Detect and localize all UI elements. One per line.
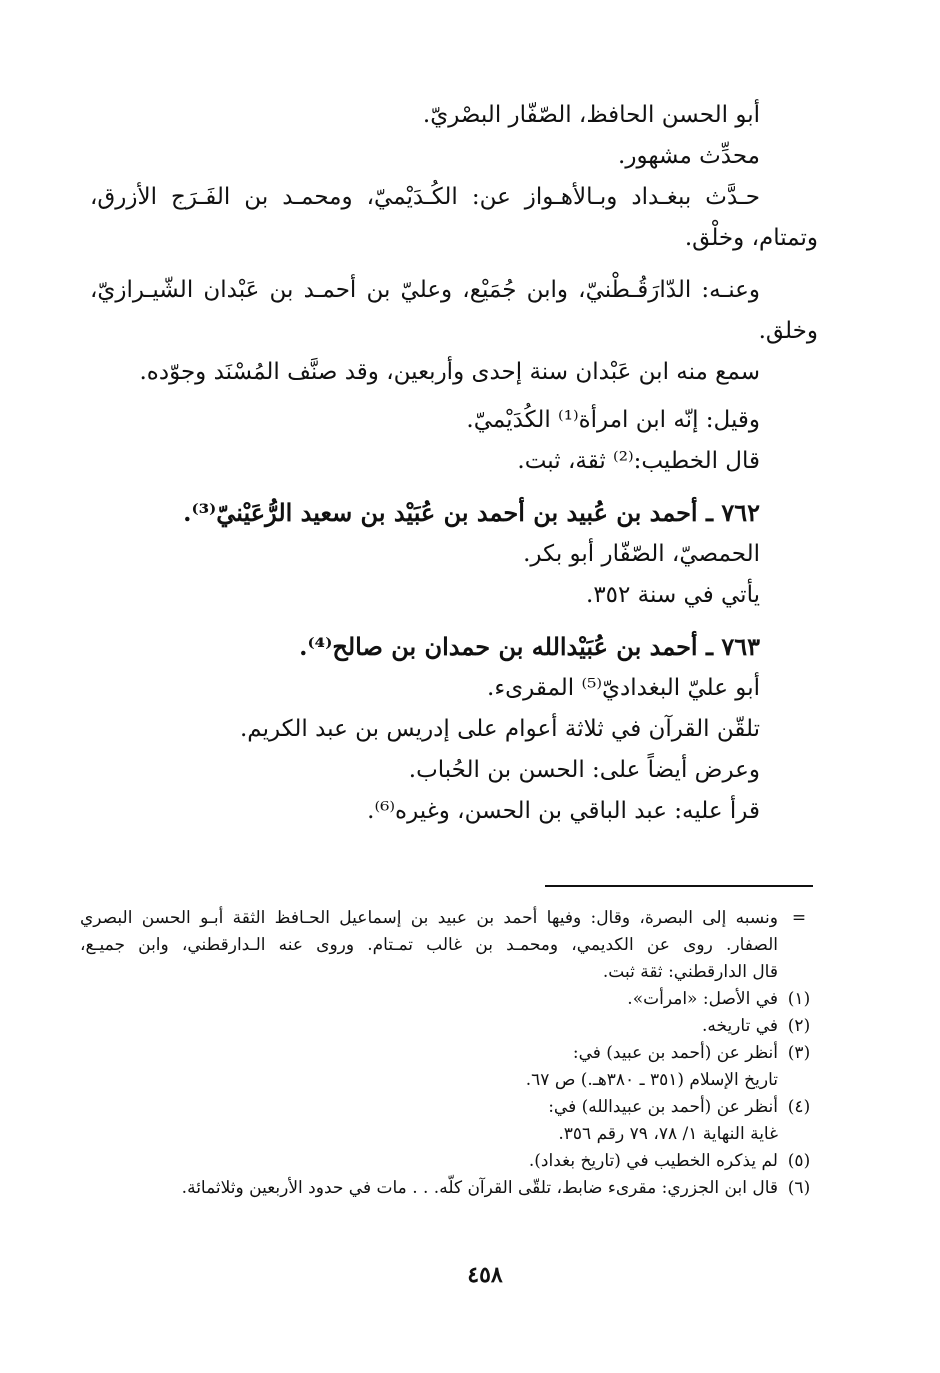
footnote-3	[80, 1040, 820, 1094]
text-line: وخلق.	[758, 318, 818, 344]
footnote-line: أنظر عن (أحمد بن عبيد) في:	[572, 1043, 778, 1063]
footnote-marker: =	[791, 908, 807, 928]
text-line: قال الخطيب:⁽²⁾ ثقة، ثبت.	[517, 448, 760, 474]
text-line: تلقّن القرآن في ثلاثة أعوام على إدريس بن عبد الكريم.	[239, 716, 760, 742]
footnotes	[80, 905, 820, 1202]
footnote-separator	[545, 885, 813, 887]
footnote-line: الصفار. روى عن الكديمي، ومحمـد بن غالب تمـتام. وروى عنه الـدارقطني، وابن جميـع،	[80, 935, 778, 955]
footnote-line: قال ابن الجزري: مقرىء ضابط، تلقّى القرآن كلّه. . . مات في حدود الأربعين وثلاثمائة.	[181, 1178, 778, 1198]
page-number	[0, 1262, 940, 1288]
text-line: أبو الحسن الحافظ، الصّفّار البصْريّ.	[422, 102, 760, 128]
text-line: سمع منه ابن عَبْدان سنة إحدى وأربعين، وقد صنَّف المُسْنَد وجوّده.	[139, 359, 760, 385]
text-line: حـدَّث ببغـداد وبـالأهـواز عن: الكُـدَيْميّ، ومحمـد بن الفَـرَج الأزرق،	[90, 184, 760, 210]
footnote-number: (٥)	[787, 1151, 811, 1171]
footnote-line: غاية النهاية ١/ ٧٨، ٧٩ رقم ٣٥٦.	[558, 1124, 778, 1144]
footnote-line: في الأصل: «امرأت».	[627, 989, 778, 1009]
footnote-number: (٦)	[787, 1178, 811, 1198]
footnote-number: (٤)	[787, 1097, 811, 1117]
footnote-line: قال الدارقطني: ثقة ثبت.	[602, 962, 778, 982]
main-text	[90, 100, 818, 826]
page-number-text: ٤٥٨	[467, 1262, 503, 1288]
footnote-number: (٢)	[787, 1016, 811, 1036]
text-line: قرأ عليه: عبد الباقي بن الحسن، وغيره⁽⁶⁾.	[367, 798, 760, 824]
footnote-2	[80, 1013, 820, 1040]
footnote-line: تاريخ الإسلام (٣٥١ ـ ٣٨٠هـ.) ص ٦٧.	[525, 1070, 778, 1090]
footnote-number: (٣)	[787, 1043, 811, 1063]
text-line: وقيل: إنّه ابن امرأة⁽¹⁾ الكُدَيْميّ.	[466, 407, 760, 433]
footnote-number: (١)	[787, 989, 811, 1009]
footnote-1	[80, 986, 820, 1013]
footnote-line: في تاريخه.	[701, 1016, 778, 1036]
footnote-5	[80, 1148, 820, 1175]
footnote-continuation	[80, 905, 820, 986]
entry-heading: ٧٦٣ ـ أحمد بن عُبَيْدالله بن حمدان بن صالح⁽⁴⁾.	[299, 632, 760, 661]
text-line: وعنـه: الدّارَقُـطْنيّ، وابن جُمَيْع، وعليّ بن أحمـد بن عَبْدان الشّيـرازيّ،	[90, 277, 760, 303]
text-line: يأتي في سنة ٣٥٢.	[586, 582, 760, 608]
text-line: الحمصيّ، الصّفّار أبو بكر.	[523, 541, 760, 567]
entry-heading: ٧٦٢ ـ أحمد بن عُبيد بن أحمد بن عُبَيْد بن سعيد الرُّعَيْنيّ⁽³⁾.	[183, 498, 760, 527]
text-line: وتمتام، وخلْق.	[684, 225, 818, 251]
footnote-line: ونسبه إلى البصرة، وقال: وفيها أحمد بن عبيد بن إسماعيل الحـافظ الثقة أبـو الحسن البصري	[80, 908, 778, 928]
text-line: أبو عليّ البغداديّ⁽⁵⁾ المقرىء.	[487, 675, 760, 701]
text-line: محدِّث مشهور.	[618, 143, 760, 169]
footnote-line: أنظر عن (أحمد بن عبيدالله) في:	[548, 1097, 778, 1117]
footnote-6	[80, 1175, 820, 1202]
text-line: وعرض أيضاً على: الحسن بن الحُباب.	[408, 757, 760, 783]
footnote-line: لم يذكره الخطيب في (تاريخ بغداد).	[528, 1151, 778, 1171]
footnote-4	[80, 1094, 820, 1148]
